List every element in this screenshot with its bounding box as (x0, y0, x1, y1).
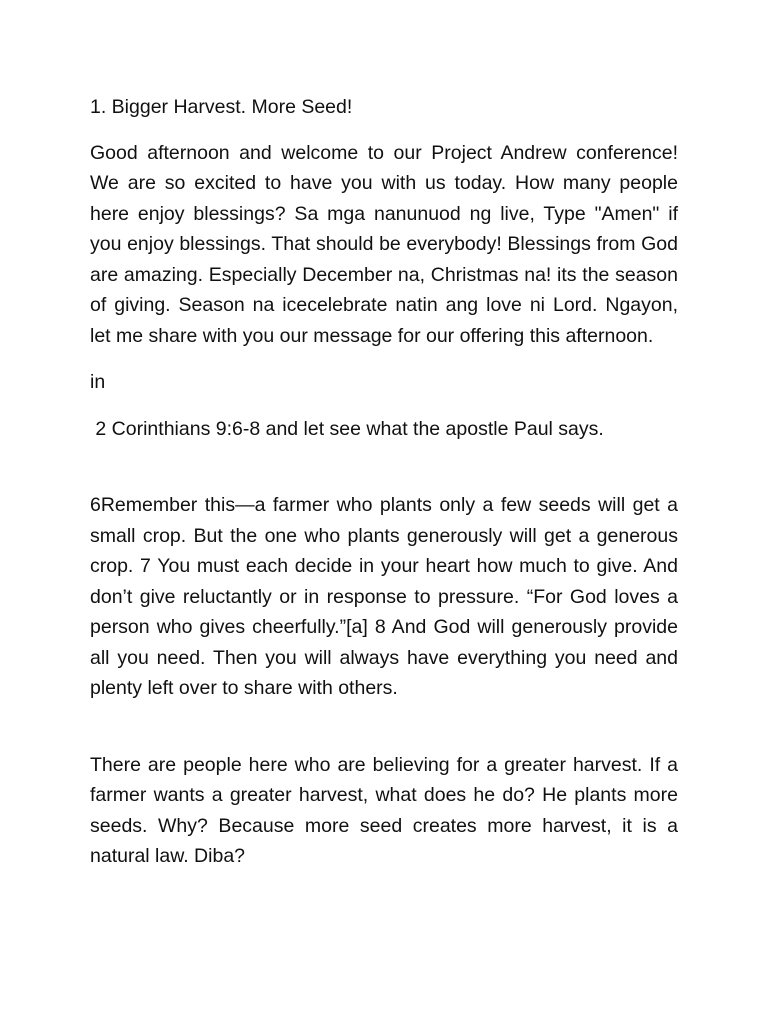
closing-paragraph: There are people here who are believing for a greater harvest. If a farmer wants a greater harvest, what does he do? He plants more seeds. Why? Because more seed creates more harvest, it is a natural law. Diba? (90, 753, 678, 867)
intro-paragraph: Good afternoon and welcome to our Project Andrew conference! We are so excited to have you with us today. How many people here enjoy blessings? Sa mga nanunuod ng live, Type "Amen" if you enjoy blessings. That should be everybody! Blessings from God are amazing. Especially December na, Christmas na! its the season of giving. Season na icecelebrate natin ang love ni Lord. Ngayon, let me share with you our message for our offering this afternoon. (90, 141, 678, 347)
in-line: in (90, 371, 106, 393)
scripture-paragraph: 6Remember this—a farmer who plants only a few seeds will get a small crop. But the one who plants generously will get a generous crop. 7 You must each decide in your heart how much to give. And don’t give reluctantly or in response to pressure. “For God loves a person who gives cheerfully.”[a] 8 And God will generously provide all you need. Then you will always have everything you need and plenty left over to share with others. (90, 494, 678, 699)
document-title: 1. Bigger Harvest. More Seed! (90, 96, 353, 118)
document-page (90, 92, 678, 872)
scripture-reference: 2 Corinthians 9:6-8 and let see what the apostle Paul says. (90, 417, 604, 440)
